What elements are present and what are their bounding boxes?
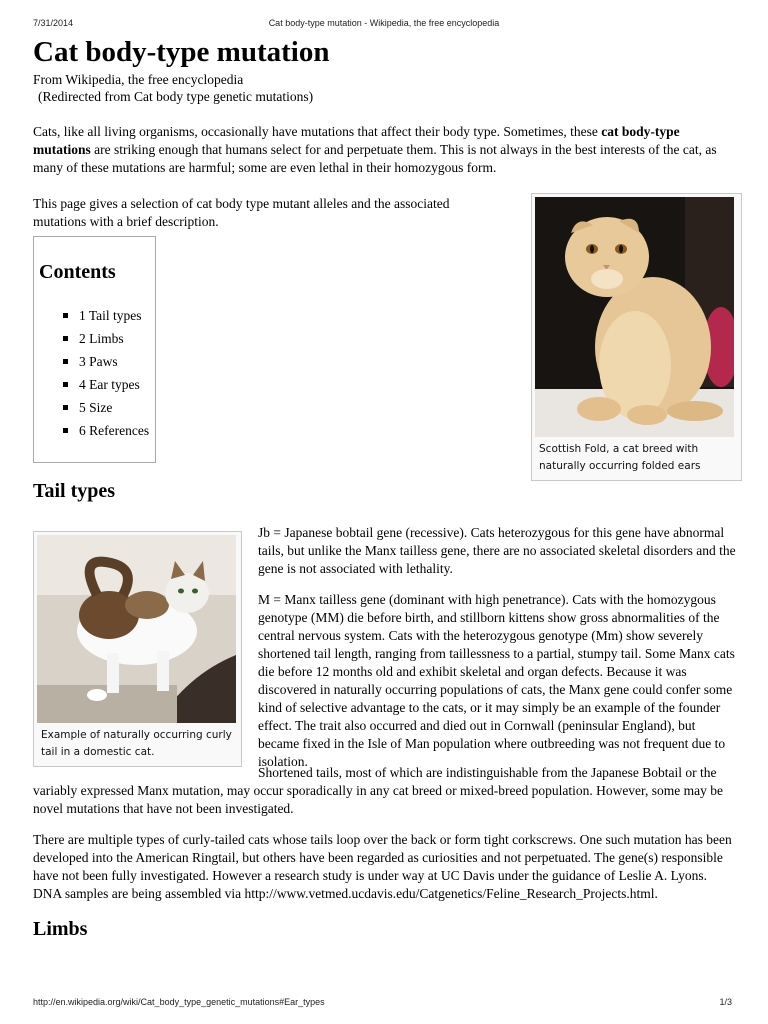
article-body — [33, 34, 738, 940]
print-url: http://en.wikipedia.org/wiki/Cat_body_type_genetic_mutations#Ear_types — [33, 997, 325, 1007]
toc-item-paws[interactable]: 3 Paws — [63, 350, 155, 373]
print-page-title: Cat body-type mutation - Wikipedia, the free encyclopedia — [268, 18, 500, 28]
curly-tail-figure — [33, 531, 242, 767]
paragraph-shortened-tails: Shortened tails, most of which are indistinguishable from the Japanese Bobtail or the variably expressed Manx mutation, may occur sporadically in any cat breed or mixed-breed population. However, some may be novel mutations that have not been investigated. — [33, 765, 723, 816]
site-subtitle: From Wikipedia, the free encyclopedia — [33, 72, 244, 87]
table-of-contents — [33, 236, 156, 463]
paragraph-manx-gene: M = Manx tailless gene (dominant with high penetrance). Cats with the homozygous genotype (MM) die before birth, and stillborn kittens show gross abnormalities of the central nervous system. Cats with the heterozygous genotype (Mm) show severely shortened tail length, ranging from taillessness to a partial, stumpy tail. Some Manx cats die before 12 months old and exhibit skeletal and organ defects. Because it was discovered in naturally occurring populations of cats, the Manx gene could confer some kind of selective advantage to the cats, or it may simply be an example of the founder effect. The trait also occurred and died out in Cornwall (peninsular England), but became fixed in the Isle of Man population where outbreeding was not frequent due to isolation. — [258, 592, 735, 769]
toc-item-limbs[interactable]: 2 Limbs — [63, 327, 155, 350]
toc-item-tail-types[interactable]: 1 Tail types — [63, 304, 155, 327]
paragraph-japanese-bobtail: Jb = Japanese bobtail gene (recessive). Cats heterozygous for this gene have abnormal tails, but unlike the Manx tailless gene, there are no associated skeletal disorders and the gene is not associated with lethality. — [258, 525, 736, 576]
print-date: 7/31/2014 — [33, 18, 74, 28]
scottish-fold-image[interactable] — [535, 197, 734, 437]
selection-paragraph: This page gives a selection of cat body type mutant alleles and the associated mutations with a brief description. — [33, 196, 450, 229]
article-title: Cat body-type mutation — [33, 36, 330, 68]
toc-item-ear-types[interactable]: 4 Ear types — [63, 373, 155, 396]
intro-bold-term: cat body-type mutations — [33, 124, 680, 157]
curly-tail-cat-illustration — [37, 535, 236, 723]
scottish-fold-caption: Scottish Fold, a cat breed with naturally occurring folded ears — [539, 443, 701, 472]
toc-list — [39, 304, 155, 442]
paragraph-curly-tails: There are multiple types of curly-tailed cats whose tails loop over the back or form tight corkscrews. One such mutation has been developed into the American Ringtail, but others have been regarded as curiosities and not perpetuated. The gene(s) responsible have not been fully investigated. However a research study is under way at UC Davis under the guidance of Leslie A. Lyons. DNA samples are being assembled via http://www.vetmed.ucdavis.edu/Catgenetics/Feline_Research_Projects.html. — [33, 832, 732, 901]
section-heading-tail-types: Tail types — [33, 480, 116, 502]
toc-item-references[interactable]: 6 References — [63, 419, 155, 442]
scottish-fold-cat-illustration — [535, 197, 734, 437]
intro-text-end: are striking enough that humans select for and perpetuate them. This is not always in the best interests of the cat, as many of these mutations are harmful; some are even lethal in their homozygous form. — [33, 142, 717, 175]
toc-heading: Contents — [39, 261, 116, 283]
curly-tail-caption: Example of naturally occurring curly tail in a domestic cat. — [41, 729, 232, 758]
redirect-notice[interactable]: (Redirected from Cat body type genetic mutations) — [38, 89, 314, 104]
toc-item-size[interactable]: 5 Size — [63, 396, 155, 419]
print-page-number: 1/3 — [719, 997, 732, 1007]
curly-tail-image[interactable] — [37, 535, 236, 723]
section-heading-limbs: Limbs — [33, 918, 88, 940]
intro-text-start: Cats, like all living organisms, occasionally have mutations that affect their body type. Sometimes, these — [33, 124, 602, 139]
scottish-fold-figure — [531, 193, 742, 481]
intro-paragraph — [33, 123, 738, 177]
